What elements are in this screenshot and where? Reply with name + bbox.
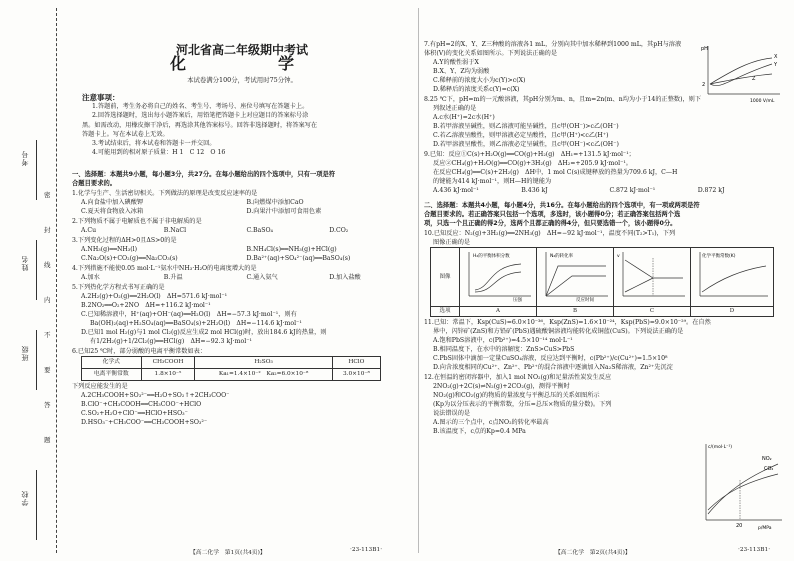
- footer-code-2: ·23-113B1·: [738, 547, 771, 553]
- table-cell: B: [537, 307, 614, 317]
- graph-c: [614, 248, 691, 307]
- option: C.SO₂+H₂O+ClO⁻══HClO+HSO₃⁻: [81, 409, 188, 417]
- footer-page-2: 【高二化学 第2页(共4页)】: [555, 550, 631, 556]
- label-exam-number: 考号: [21, 150, 29, 166]
- option: B.升温: [163, 273, 183, 281]
- binding-char: 答: [44, 401, 51, 409]
- option: B.436 kJ: [521, 187, 548, 194]
- footer-code-1: ·23-113B1·: [350, 547, 383, 553]
- option: A.饱和PbS溶液中，c(Pb²⁺)=4.5×10⁻¹⁴ mol·L⁻¹: [433, 337, 573, 344]
- graph-a: [460, 248, 537, 307]
- table-row: [431, 248, 774, 307]
- table-header: HClO: [332, 356, 380, 368]
- option: C.若乙溶液呈酸性，则甲溶液必定呈酸性，且c甲(H⁺)<c乙(H⁺): [433, 132, 609, 139]
- question-10-graph-table: [430, 247, 774, 317]
- table-cell: A: [460, 307, 537, 317]
- option: B.该温度下，c点的Kp=0.4 MPa: [433, 428, 526, 435]
- fig7-series-y: Y: [774, 62, 778, 68]
- note-line: 3.考试结束后，将本试卷和答题卡一并交回。: [92, 140, 216, 148]
- option: D.872 kJ: [697, 187, 725, 194]
- label-name: 姓名: [21, 255, 29, 271]
- option: C.已知稀溶液中，H⁺(aq)+OH⁻(aq)══H₂O(l) ΔH=−57.3 kJ·mol⁻¹，则有: [81, 310, 297, 318]
- option: B.NaCl: [163, 226, 187, 234]
- question-9-cont: 反应②CH₄(g)+H₂O(g)══CO(g)+3H₂(g) ΔH₂=+205.9 kJ·mol⁻¹。: [433, 160, 632, 167]
- option: B.向燃煤中添加CaO: [246, 198, 304, 206]
- option: C.PbS固体中滴加一定量CuSO₄溶液，反应达到平衡时，c(Pb²⁺)/c(Cu²⁺)=1.5×10⁸: [433, 355, 668, 362]
- table-header: CH₃COOH: [141, 356, 195, 368]
- footer-page-1: 【高二化学 第1页(共4页)】: [190, 550, 266, 556]
- ionization-constant-table: [81, 356, 381, 381]
- fig7-y0: 2: [702, 82, 706, 88]
- graph-b-xlabel: 反应时间: [576, 298, 594, 302]
- option: D.向果汁中添加可食用色素: [246, 207, 322, 215]
- exam-title: 河北省高二年级期中考试: [175, 43, 308, 57]
- answer-line: [36, 140, 37, 200]
- fig12-xlabel: p/MPa: [758, 526, 772, 531]
- graph-b-svg: [538, 248, 612, 302]
- binding-char: 不: [44, 331, 51, 339]
- graph-c-svg: [615, 248, 689, 302]
- options-row: [81, 226, 412, 235]
- graph-a-svg: [461, 248, 535, 302]
- options-row: [81, 198, 412, 207]
- option: D.稀释后的浓度关系c(Y)=c(X): [433, 86, 520, 93]
- question-4: 4.下列措施不能使0.05 mol·L⁻¹氨水中NH₃·H₂O的电离度增大的是: [72, 264, 257, 272]
- options-row: [81, 245, 412, 254]
- binding-char: 题: [44, 436, 51, 444]
- section-2-heading-cont: 项，只选一个且正确的得2分，选两个且都正确的得4分，但只要选错一个，该小题得0分。: [424, 220, 677, 227]
- graph-a-ylabel: H₂的平衡体积分数: [473, 254, 510, 259]
- option: C.BaSO₄: [246, 226, 274, 234]
- table-cell: D: [691, 307, 774, 317]
- section-2-heading: 二、选择题：本题共4小题，每小题4分，共16分。在每小题给出的四个选项中，有一项或两项是符: [424, 202, 700, 209]
- question-5: 5.下列热化学方程式书写正确的是: [72, 283, 165, 291]
- graph-c-ylabel: v: [617, 254, 620, 259]
- graph-b: [537, 248, 614, 307]
- question-11-cont: 界中，闪锌矿(ZnS)和方铅矿(PbS)遇硫酸铜溶液均能转化成铜蓝(CuS)。下列说法正确的是: [433, 328, 684, 335]
- binding-char: 线: [44, 261, 51, 269]
- option: B.相同温度下，在水中的溶解度：ZnS>CuS>PbS: [433, 346, 575, 353]
- table-header: H₂SO₃: [195, 356, 332, 368]
- fig7-series-z: Z: [752, 76, 756, 82]
- question-8-cont: 列叙述正确的是: [433, 105, 477, 112]
- options-row: [81, 273, 412, 282]
- note-line: 4.可能用到的相对原子质量：H 1 C 12 O 16: [92, 149, 226, 157]
- table-cell: Ka₁=1.4×10⁻² Ka₂=6.0×10⁻⁸: [195, 368, 332, 380]
- option-cont: 有1/2H₂(g)+1/2Cl₂(g)══HCl(g) ΔH=−92.3 kJ·mol⁻¹: [90, 337, 252, 345]
- answer-line: [36, 470, 37, 540]
- table-cell: 选项: [431, 307, 460, 317]
- binding-margin: [0, 0, 70, 561]
- binding-char: 封: [44, 226, 51, 234]
- option: A.Y的酸性弱于X: [433, 59, 479, 66]
- options-row: [81, 207, 412, 216]
- table-row: [82, 356, 381, 368]
- option: C.872 kJ·mol⁻¹: [609, 187, 656, 194]
- option: C.夏天将食物放入冰箱: [81, 207, 144, 215]
- question-8: 8.25 ℃下，pH=m的一元酸溶液，其pH分别为m、n，且m=2n(m、n均为小于14的正整数)，则下: [424, 96, 702, 103]
- graph-d: [691, 248, 774, 307]
- binding-dashed-line: [56, 8, 57, 553]
- label-school: 学校: [21, 490, 29, 506]
- table-header: 化学式: [82, 356, 142, 368]
- option: A.c水(H⁺)=2c水(H⁺): [433, 114, 495, 121]
- fig7-ylabel: pH: [701, 46, 708, 52]
- note-line: 黑。如需改动，用橡皮擦干净后，再选涂其他答案标号。回答非选择题时，将答案写在: [82, 121, 318, 129]
- question-12-cont: (Kp为以分压表示的平衡常数，分压=总压×物质的量分数)。下列: [433, 401, 612, 408]
- question-2: 2.下列物质不属于电解质也不属于非电解质的是: [72, 217, 202, 225]
- option: D.Ba²⁺(aq)+SO₄²⁻(aq)══BaSO₄(s): [246, 254, 351, 262]
- option: A.向食盐中加入碘酸钾: [81, 198, 144, 206]
- option: B.2NO₂══O₂+2NO ΔH=+116.2 kJ·mol⁻¹: [81, 301, 211, 309]
- question-9-cont: 在反应CH₄(g)══C(s)+2H₂(g) ΔH中，1 mol C(s)成键释放的热量为709.6 kJ，C—H: [433, 169, 678, 176]
- note-line: 2.回答选择题时，选出每小题答案后，用铅笔把答题卡上对应题目的答案标号涂: [92, 112, 309, 120]
- options-row: [433, 186, 786, 195]
- label-class: 班级: [21, 345, 29, 361]
- option-cont: Ba(OH)₂(aq)+H₂SO₄(aq)══BaSO₄(s)+2H₂O(l) ΔH=−114.6 kJ·mol⁻¹: [90, 319, 302, 327]
- option: D.已知1 mol H₂(g)与1 mol Cl₂(g)反应生成2 mol HCl(g)时，放出184.6 kJ的热量，则: [81, 328, 327, 336]
- question-9-cont: 的键能为414 kJ·mol⁻¹，则H—H的键能为: [433, 178, 552, 185]
- question-12-cont: NO₂(g)和CO₂(g)的物质的量浓度与平衡总压的关系如图所示: [433, 392, 600, 399]
- table-row: [82, 368, 381, 380]
- option: D.CO₂: [329, 226, 349, 234]
- fig12-xtick: 20: [736, 523, 743, 529]
- question-7-cont: 体积(V)的变化关系如图所示。下列说法正确的是: [424, 50, 558, 57]
- fig7-xlabel: 1000 V/mL: [750, 99, 775, 104]
- question-10: 10.已知反应：N₂(g)+3H₂(g)══2NH₃(g) ΔH=−92 kJ·mol⁻¹，温度不同(T₂>T₁)，下列: [424, 230, 676, 237]
- binding-char: 要: [44, 366, 51, 374]
- option: C.稀释前的浓度大小为c(Y)>c(X): [433, 77, 526, 84]
- question-6-ask: 下列反应能发生的是: [72, 382, 128, 390]
- question-9: 9.已知：反应①C(s)+H₂O(g)══CO(g)+H₂(g) ΔH₁=+131.5 kJ·mol⁻¹；: [424, 151, 635, 158]
- question-6: 6.已知25 ℃时，部分弱酸的电离平衡常数如表：: [72, 347, 207, 355]
- question-12-figure: [696, 440, 786, 532]
- option: A.NH₃(g)══NH₃(l): [81, 245, 138, 253]
- option: A.Cu: [81, 226, 97, 234]
- table-cell: 1.8×10⁻⁵: [141, 368, 195, 380]
- section-2-heading-cont: 合题目要求的。若正确答案只包括一个选项，多选时，该小题得0分；若正确答案包括两个选: [424, 211, 681, 218]
- page-divider: [418, 8, 419, 553]
- option: B.X、Y、Z均为弱酸: [433, 68, 490, 75]
- question-12: 12.在恒温的密闭容器中，加入1 mol NO₂(g)和足量活性炭发生反应: [424, 374, 612, 381]
- table-cell: C: [614, 307, 691, 317]
- section-1-heading: 一、选择题：本题共9小题，每小题3分，共27分。在每小题给出的四个选项中，只有一项是符: [72, 170, 336, 178]
- graph-b-ylabel: N₂的转化率: [550, 254, 574, 259]
- section-1-heading-cont: 合题目要求的。: [72, 179, 117, 187]
- option: D.向含浓度相同的Cu²⁺、Zn²⁺、Pb²⁺的混合溶液中逐滴加入Na₂S稀溶液，Zn²⁺先沉淀: [433, 364, 673, 371]
- exam-info: 本试卷满分100分，考试用时75分钟。: [187, 76, 297, 84]
- option: A.436 kJ·mol⁻¹: [433, 187, 479, 194]
- option: B.NH₄Cl(s)══NH₃(g)+HCl(g): [246, 245, 337, 253]
- note-line: 1.答题前，考生务必将自己的姓名、考生号、考场号、座位号填写在答题卡上。: [92, 103, 309, 110]
- note-line: 答题卡上。写在本试卷上无效。: [82, 130, 169, 138]
- subject-title: 化 学: [169, 54, 314, 73]
- table-cell: 图像: [431, 248, 460, 307]
- option: A.加水: [81, 273, 100, 281]
- option: A.2H₂(g)+O₂(g)══2H₂O(l) ΔH=571.6 kJ·mol⁻¹: [81, 292, 228, 300]
- question-7-figure: [700, 42, 784, 104]
- table-cell: 3.0×10⁻⁸: [332, 368, 380, 380]
- question-7: 7.有pH=2的X、Y、Z三种酸的溶液各1 mL，分别向其中加水稀释到1000 mL，其pH与溶液: [424, 41, 682, 48]
- graph-a-xlabel: 压强: [513, 298, 522, 302]
- table-cell: 电离平衡常数: [82, 368, 142, 380]
- question-12-cont: 说法错误的是: [433, 410, 471, 417]
- fig12-series-no2: NO₂: [762, 456, 772, 462]
- option: A.2CH₃COOH+SO₃²⁻══H₂O+SO₂↑+2CH₃COO⁻: [81, 391, 230, 399]
- table-row: [431, 307, 774, 317]
- binding-char: 内: [44, 296, 51, 304]
- fig12-ylabel: c/(mol·L⁻¹): [708, 445, 733, 450]
- question-11: 11.已知：常温下，Ksp(CuS)=6.0×10⁻³⁶，Ksp(ZnS)=1.6×10⁻²⁴，Ksp(PbS)=9.0×10⁻²⁹。在自然: [424, 319, 711, 326]
- question-12-cont: 2NO₂(g)+2C(s)⇌N₂(g)+2CO₂(g)，测得平衡时: [433, 383, 570, 390]
- option: C.Na₂O(s)+CO₂(g)══Na₂CO₃(s): [81, 254, 178, 262]
- binding-char: 密: [44, 191, 51, 199]
- notes-heading: 注意事项：: [82, 93, 120, 102]
- answer-line: [36, 240, 37, 300]
- page-1: [72, 8, 412, 427]
- option: A.图示的三个点中，c点NO₂的转化率最高: [433, 419, 549, 426]
- option: D.HSO₃⁻+CH₃COO⁻══CH₃COOH+SO₃²⁻: [81, 418, 208, 426]
- fig7-series-x: X: [774, 54, 778, 60]
- option: B.ClO⁻+CH₃COOH══CH₃COO⁻+HClO: [81, 400, 202, 408]
- option: D.若甲溶液呈酸性，则乙溶液必定呈碱性，且c甲(OH⁻)<c乙(OH⁻): [433, 141, 619, 148]
- option: D.加入盐酸: [329, 273, 361, 281]
- options-row: [81, 254, 412, 263]
- question-10-cont: 图像正确的是: [433, 239, 471, 246]
- graph-d-svg: [692, 248, 772, 302]
- question-1: 1.化学与生产、生活密切相关。下列做法的原理是改变反应速率的是: [72, 189, 258, 197]
- answer-line: [36, 330, 37, 390]
- option: C.通入氨气: [246, 273, 278, 281]
- graph-d-ylabel: 化学平衡常数(K): [702, 254, 736, 259]
- option: B.若甲溶液呈碱性，则乙溶液可能呈碱性，且c甲(OH⁻)>c乙(OH⁻): [433, 123, 619, 130]
- fig12-series-co2: CO₂: [764, 466, 774, 472]
- question-3: 3.下列变化过程的ΔH>0且ΔS>0的是: [72, 236, 177, 244]
